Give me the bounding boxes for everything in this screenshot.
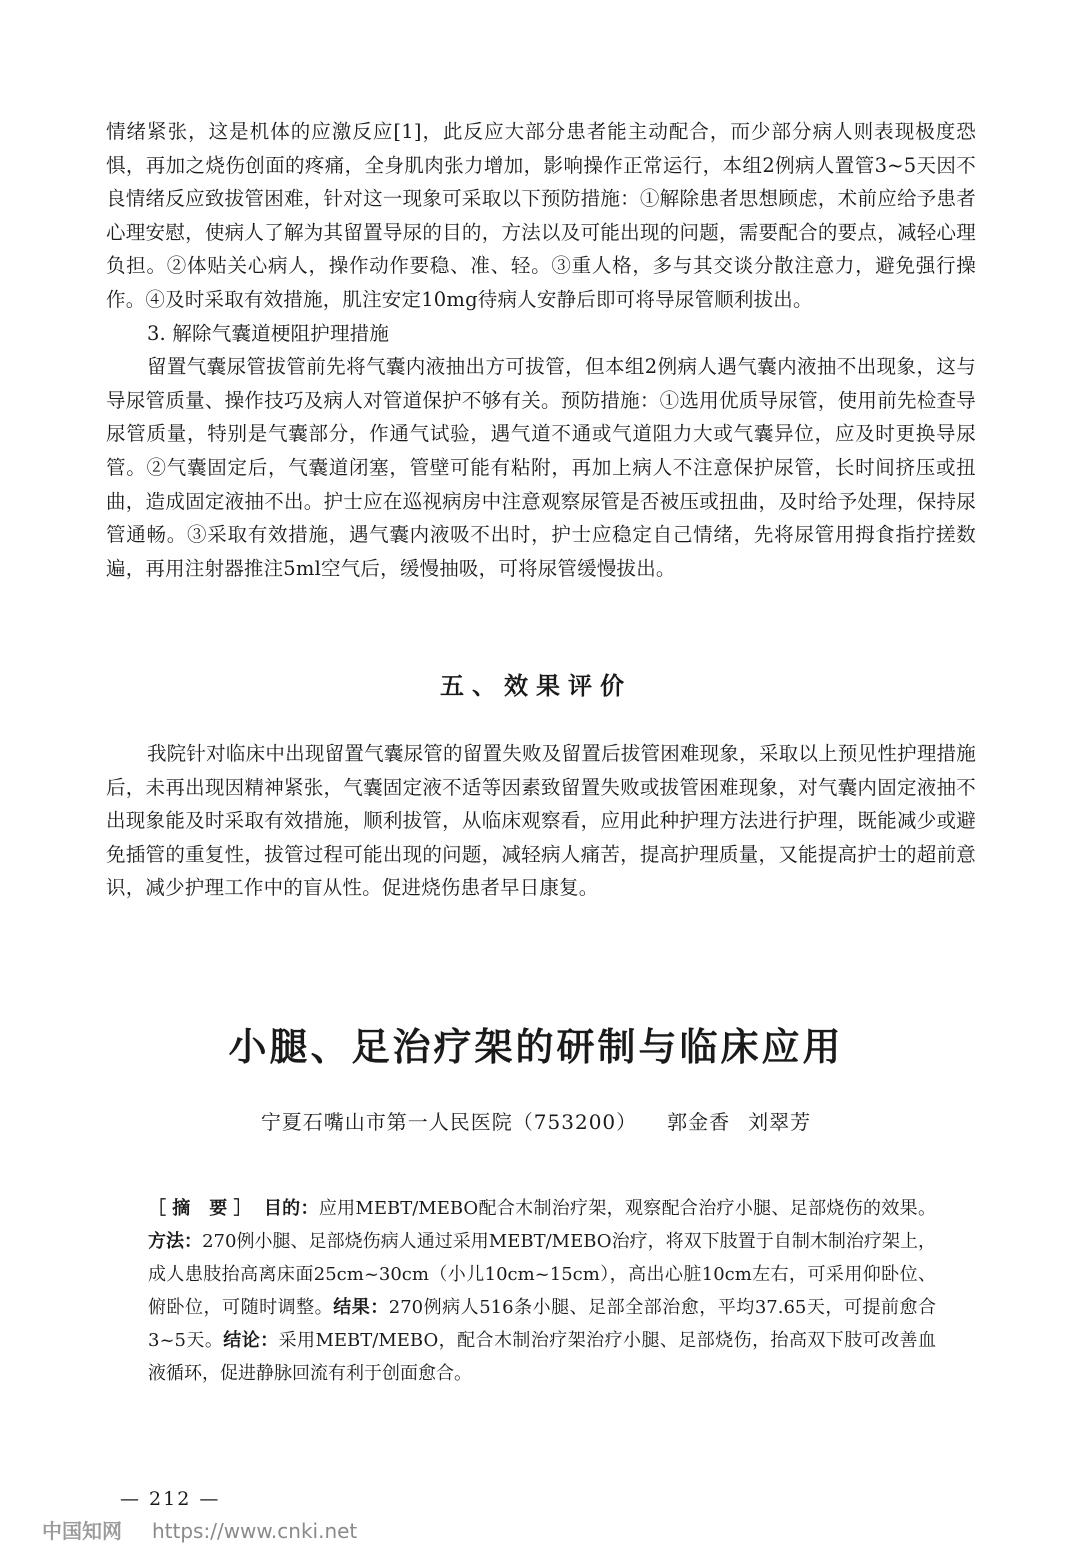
method-label: 方法： xyxy=(148,1231,203,1252)
conclusion-text: 采用MEBT/MEBO，配合木制治疗架治疗小腿、足部烧伤，抬高双下肢可改善血液循环，促进静脉回流有利于创面愈合。 xyxy=(148,1330,936,1384)
author-1: 郭金香 xyxy=(667,1110,731,1134)
paragraph-evaluation: 我院针对临床中出现留置气囊尿管的留置失败及留置后拔管困难现象，采取以上预见性护理措施后，未再出现因精神紧张，气囊固定液不适等因素致留置失败或拔管困难现象，对气囊内固定液抽不出现象能及时采取有效措施，顺利拔管，从临床观察看，应用此种护理方法进行护理，既能减少或避免插管的重复性，拔管过程可能出现的问题，减轻病人痛苦，提高护理质量，又能提高护士的超前意识，减少护理工作中的盲从性。促进烧伤患者早日康复。 xyxy=(106,742,976,900)
page-number: — 212 — xyxy=(120,1488,221,1510)
article-title: 小腿、足治疗架的研制与临床应用 xyxy=(228,1025,844,1069)
author-2: 刘翠芳 xyxy=(748,1110,812,1134)
method-text: 270例小腿、足部烧伤病人通过采用MEBT/MEBO治疗，将双下肢置于自制木制治疗架上，成人患肢抬高离床面25cm~30cm（小儿10cm~15cm），高出心脏10cm左右，可采用仰卧位、俯卧位，可随时调整。 xyxy=(148,1231,936,1318)
paragraph-balloon-measures: 留置气囊尿管拔管前先将气囊内液抽出方可拔管，但本组2例病人遇气囊内液抽不出现象，这与导尿管质量、操作技巧及病人对管道保护不够有关。预防措施：①选用优质导尿管，使用前先检查导尿管质量，特别是气囊部分，作通气试验，遇气道不通或气道阻力大或气囊异位，应及时更换导尿管。②气囊固定后，气囊道闭塞，管壁可能有粘附，再加上病人不注意保护尿管，长时间挤压或扭曲，造成固定液抽不出。护士应在巡视病房中注意观察尿管是否被压或扭曲，及时给予处理，保持尿管通畅。③采取有效措施，遇气囊内液吸不出时，护士应稳定自己情绪，先将尿管用拇食指拧搓数遍，再用注射器推注5ml空气后，缓慢抽吸，可将尿管缓慢拔出。 xyxy=(106,355,976,580)
cnki-watermark xyxy=(42,1515,357,1544)
abstract-label: ［摘 要］ xyxy=(148,1198,258,1219)
cnki-brand: 中国知网 xyxy=(42,1519,122,1543)
cnki-url: https://www.cnki.net xyxy=(152,1519,358,1543)
conclusion-label: 结论： xyxy=(223,1330,279,1351)
abstract xyxy=(148,1192,936,1390)
result-text: 270例病人516条小腿、足部全部治愈，平均37.65天，可提前愈合3~5天。 xyxy=(148,1297,936,1351)
subheading-balloon-obstruction: 3. 解除气囊道梗阻护理措施 xyxy=(146,321,390,345)
affiliation: 宁夏石嘴山市第一人民医院（753200） xyxy=(260,1110,638,1134)
body-text-block-1 xyxy=(106,115,976,585)
objective-label: 目的： xyxy=(263,1198,319,1219)
objective-text: 应用MEBT/MEBO配合木制治疗架，观察配合治疗小腿、足部烧伤的效果。 xyxy=(318,1198,936,1219)
byline xyxy=(0,1106,1072,1135)
paragraph-anxiety-measures: 情绪紧张，这是机体的应激反应[1]，此反应大部分患者能主动配合，而少部分病人则表现极度恐惧，再加之烧伤创面的疼痛，全身肌肉张力增加，影响操作正常运行，本组2例病人置管3~5天因不良情绪反应致拔管困难，针对这一现象可采取以下预防措施：①解除患者思想顾虑，术前应给予患者心理安慰，使病人了解为其留置导尿的目的，方法以及可能出现的问题，需要配合的要点，减轻心理负担。②体贴关心病人，操作动作要稳、准、轻。③重人格，多与其交谈分散注意力，避免强行操作。④及时采取有效措施，肌注安定10mg待病人安静后即可将导尿管顺利拔出。 xyxy=(106,120,976,311)
section-heading-evaluation: 五、效果评价 xyxy=(440,672,632,700)
header-rule xyxy=(530,0,1010,6)
result-label: 结果： xyxy=(333,1297,389,1318)
body-text-block-2 xyxy=(106,737,976,905)
